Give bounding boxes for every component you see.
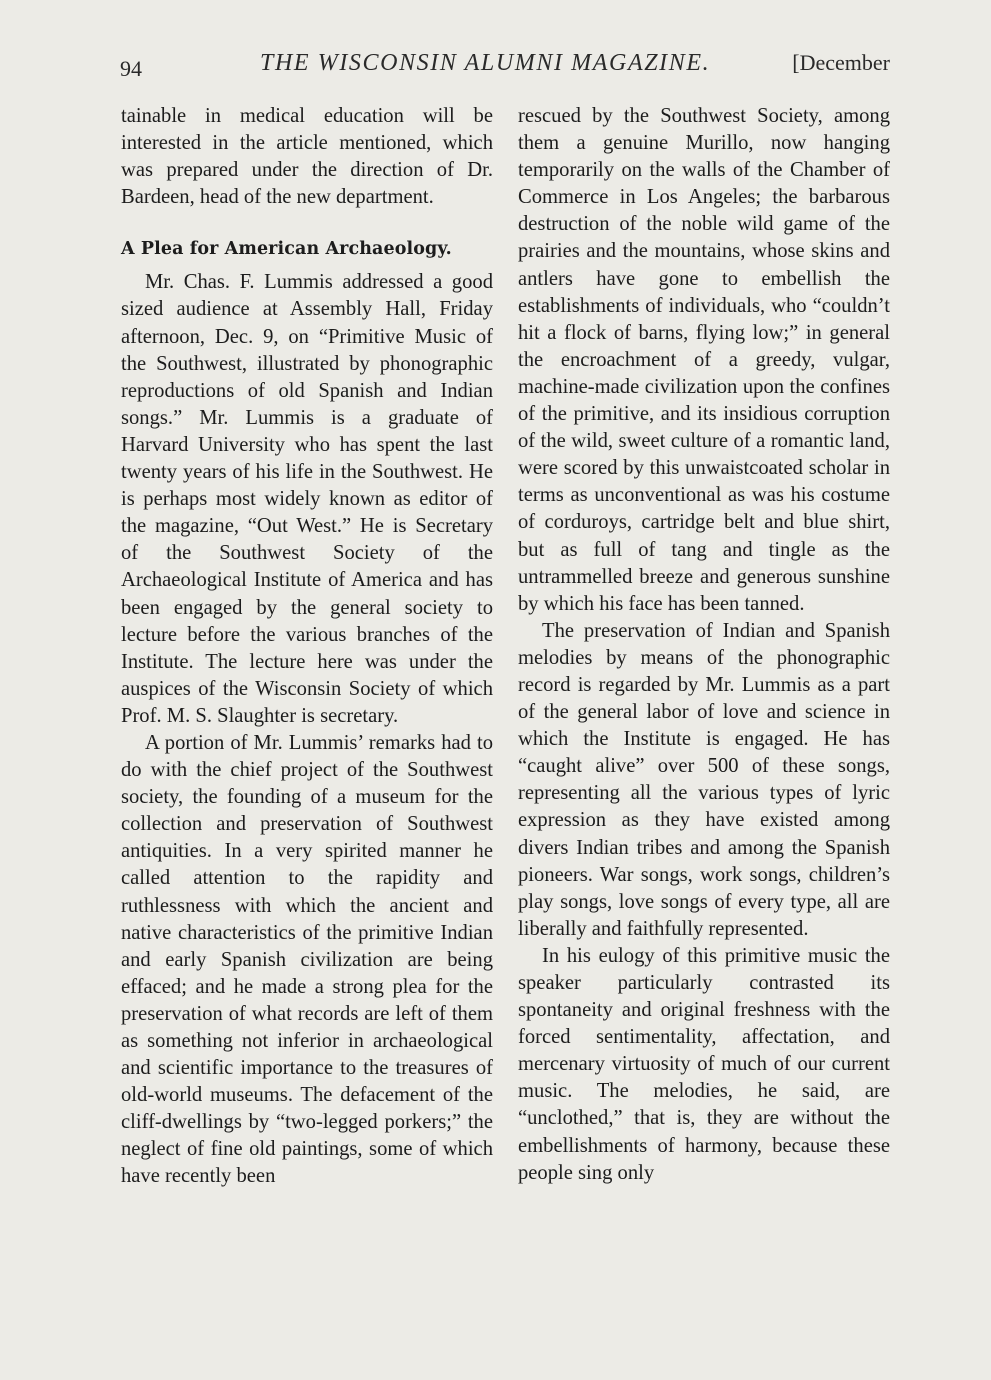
left-column xyxy=(121,103,493,1191)
paragraph: A portion of Mr. Lummis’ remarks had to do with the chief project of the Southwest society, the founding of a museum for the collection and preservation of Southwest antiquities. In a very spirited manner he called attention to the rapidity and ruthlessness with which the ancient and native characteristics of the primitive Indian and early Spanish civilization are being effaced; and he made a strong plea for the preservation of what records are left of them as something not inferior in archaeological and scientific importance to the treasures of old-world museums. The defacement of the cliff-dwellings by “two-legged porkers;” the neglect of fine old paintings, some of which have recently been xyxy=(121,731,493,1188)
paragraph: The preservation of Indian and Spanish melodies by means of the phonographic record is regarded by Mr. Lummis as a part of the general labor of love and science in which the Institute is engaged. He has “caught alive” over 500 of these songs, representing all the various types of lyric expression as they have existed among divers Indian tribes and among the Spanish pioneers. War songs, work songs, children’s play songs, love songs of every type, all are liberally and faithfully represented. xyxy=(518,619,890,940)
paragraph: rescued by the Southwest Society, among them a genuine Murillo, now hanging temporarily on the walls of the Chamber of Commerce in Los Angeles; the barbarous destruction of the noble wild game of the prairies and the mountains, whose skins and antlers have gone to embellish the establishments of individuals, who “couldn’t hit a flock of barns, flying low;” in general the encroachment of a greedy, vulgar, machine-made civilization upon the confines of the primitive, and its insidious corruption of the wild, sweet culture of a romantic land, were scored by this unwaistcoated scholar in terms as unconventional as was his costume of corduroys, cartridge belt and blue shirt, but as full of tang and tingle as the untrammelled breeze and generous sunshine by which his face has been tanned. xyxy=(518,105,890,615)
magazine-title: THE WISCONSIN ALUMNI MAGAZINE. xyxy=(260,50,711,76)
paragraph: In his eulogy of this primitive music the speaker particularly contrasted its spontaneity and original freshness with the forced sentimentality, affectation, and mercenary virtuosity of much of our current music. The melodies, he said, are “unclothed,” that is, they are without the embellishments of harmony, because these people sing only xyxy=(518,944,890,1184)
page-number: 94 xyxy=(120,56,142,81)
paragraph: Mr. Chas. F. Lummis addressed a good sized audience at Assembly Hall, Friday afternoon, Dec. 9, on “Primitive Music of the Southwest, illustrated by phonographic reproductions of old Spanish and Indian songs.” Mr. Lummis is a graduate of Harvard University who has spent the last twenty years of his life in the Southwest. He is perhaps most widely known as editor of the magazine, “Out West.” He is Secretary of the Southwest Society of the Archaeological Institute of America and has been engaged by the general society to lecture before the various branches of the Institute. The lecture here was under the auspices of the Wisconsin Society of which Prof. M. S. Slaughter is secretary. xyxy=(121,271,493,727)
issue-month: [December xyxy=(792,50,890,75)
running-head xyxy=(120,50,890,84)
continued-paragraph: tainable in medical education will be interested in the article mentioned, which was prepared under the direction of Dr. Bardeen, head of the new department. xyxy=(121,105,493,209)
right-column xyxy=(518,103,890,1187)
section-heading: A Plea for American Archaeology. xyxy=(121,239,452,260)
